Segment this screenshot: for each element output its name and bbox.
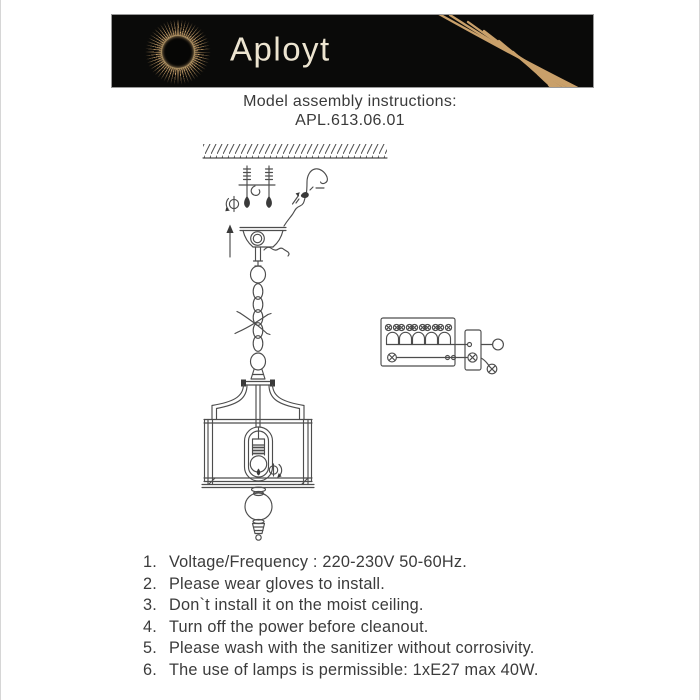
instruction-text: Please wash with the sanitizer without corrosivity. (169, 639, 535, 658)
glass-ball-finial (245, 487, 272, 540)
ceiling-hatch (203, 144, 387, 158)
instruction-number: 6. (143, 660, 157, 679)
ceiling-canopy (240, 228, 286, 248)
instruction-item (140, 617, 539, 639)
instruction-number: 3. (143, 596, 157, 615)
assembly-diagram (181, 135, 521, 545)
instruction-item (140, 552, 539, 574)
instruction-text: The use of lamps is permissible: 1xE27 max 40W. (169, 660, 539, 679)
bulb-and-socket (245, 427, 273, 481)
up-arrow-icon (226, 225, 233, 258)
gold-rays-decoration (112, 15, 594, 88)
hook-icon (251, 186, 260, 195)
instruction-text: Turn off the power before cleanout. (169, 617, 429, 636)
suspension-chain (251, 261, 266, 351)
canopy-collar (254, 247, 290, 261)
instruction-number: 4. (143, 617, 157, 636)
instruction-text: Voltage/Frequency : 220-230V 50-60Hz. (169, 553, 467, 571)
wiring-diagram (381, 318, 503, 374)
instruction-number: 1. (143, 553, 157, 571)
instruction-item (140, 638, 539, 660)
model-number: APL.613.06.01 (295, 111, 405, 129)
brand-banner (111, 14, 594, 88)
bulb-screw-turn-icon (269, 464, 281, 478)
page-title: Model assembly instructions: (243, 93, 457, 110)
instruction-item (140, 595, 539, 617)
screw-turn-icon (225, 197, 238, 212)
instruction-number: 5. (143, 639, 157, 658)
instruction-item (140, 574, 539, 596)
instruction-text: Don`t install it on the moist ceiling. (169, 596, 424, 615)
brand-name: Aployt (230, 30, 331, 68)
chain-ball-connector (251, 353, 266, 379)
expansion-bolts (239, 166, 275, 208)
power-cable (284, 169, 327, 226)
title-block (1, 93, 699, 130)
instruction-number: 2. (143, 574, 157, 593)
instruction-list (140, 552, 539, 682)
instruction-item (140, 660, 539, 682)
instruction-text: Please wear gloves to install. (169, 574, 385, 593)
